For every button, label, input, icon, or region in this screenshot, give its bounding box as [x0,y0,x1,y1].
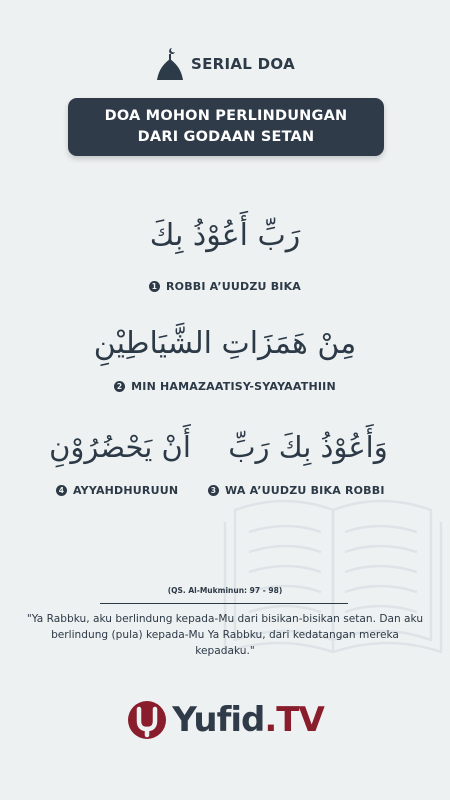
quran-reference: (QS. Al-Mukminun: 97 - 98) [167,586,283,595]
title-line-2: DARI GODAAN SETAN [137,129,315,145]
arabic-verse-1: رَبِّ أَعُوْذُ بِكَ [149,218,301,253]
divider [100,603,348,604]
brand-label: SERIAL DOA [191,55,295,73]
verse-number-2: 2 [114,381,125,392]
translation-text: "Ya Rabbku, aku berlindung kepada-Mu dari bisikan-bisikan setan. Dan aku berlindung (pula) kepada-Mu Ya Rabbku, dari kedatangan mereka kepadaku." [26,613,424,657]
latin-verse-2 [0,380,450,393]
verse-number-1: 1 [149,281,160,292]
latin-verse-4 [56,484,206,497]
latin-text-1: ROBBI A’UUDZU BIKA [165,280,302,293]
yufid-logo [0,690,450,750]
title-banner [68,98,384,156]
latin-text-2: MIN HAMAZAATISY-SYAYAATHIIN [131,380,336,393]
latin-verse-3 [208,484,408,497]
yufid-logo-icon [126,699,168,741]
mosque-icon [155,46,185,82]
verse-number-3: 3 [208,485,219,496]
verse-number-4: 4 [56,485,67,496]
arabic-verse-3: وَأَعُوْذُ بِكَ رَبِّ [228,430,388,464]
logo-main: Yufid [172,700,265,740]
logo-suffix: .TV [264,700,324,740]
brand-header [0,44,450,84]
latin-text-4: AYYAHDHURUUN [73,484,179,497]
title-line-1: DOA MOHON PERLINDUNGAN [104,108,348,124]
arabic-verse-2: مِنْ هَمَزَاتِ الشَّيَاطِيْنِ [93,326,357,361]
logo-wordmark [172,700,324,740]
arabic-verse-4: أَنْ يَحْضُرُوْنِ [49,430,191,464]
latin-verse-1 [0,280,450,293]
latin-text-3: WA A’UUDZU BIKA ROBBI [225,484,385,497]
